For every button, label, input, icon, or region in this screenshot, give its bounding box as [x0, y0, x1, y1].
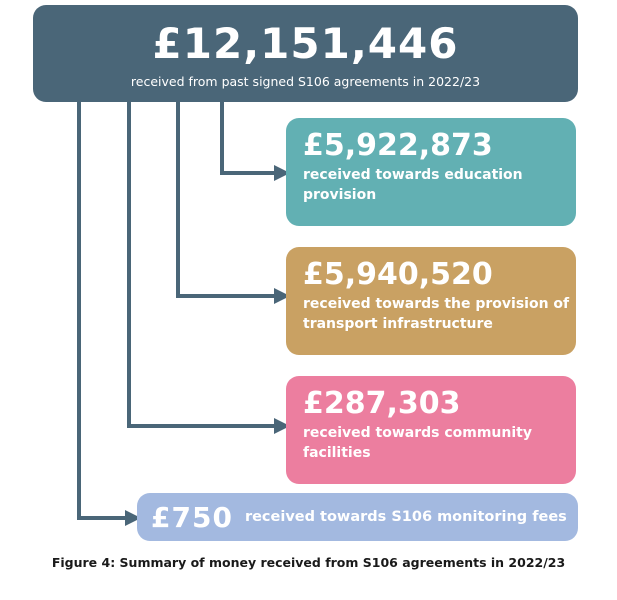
- connector-monitoring: [79, 102, 133, 518]
- connector-transport: [178, 102, 282, 296]
- total-description: received from past signed S106 agreements in 2022/23: [130, 74, 481, 89]
- community-box: [286, 376, 576, 484]
- transport-amount: £5,940,520: [303, 257, 493, 292]
- education-box: [286, 118, 576, 226]
- education-amount: £5,922,873: [303, 128, 493, 163]
- monitoring-description: received towards S106 monitoring fees: [244, 509, 567, 525]
- connector-education: [222, 102, 282, 173]
- total-received-box: [33, 5, 578, 102]
- transport-box: [286, 247, 576, 355]
- monitoring-box: [137, 493, 578, 541]
- education-description: received towards education provision: [303, 167, 523, 203]
- total-amount: £12,151,446: [152, 19, 459, 68]
- figure-caption: Figure 4: Summary of money received from S106 agreements in 2022/23: [51, 555, 566, 570]
- monitoring-amount: £750: [151, 500, 233, 534]
- community-amount: £287,303: [303, 386, 461, 421]
- community-description: received towards community facilities: [303, 425, 532, 461]
- transport-description: received towards the provision of transport infrastructure: [303, 296, 570, 332]
- connector-community: [129, 102, 282, 426]
